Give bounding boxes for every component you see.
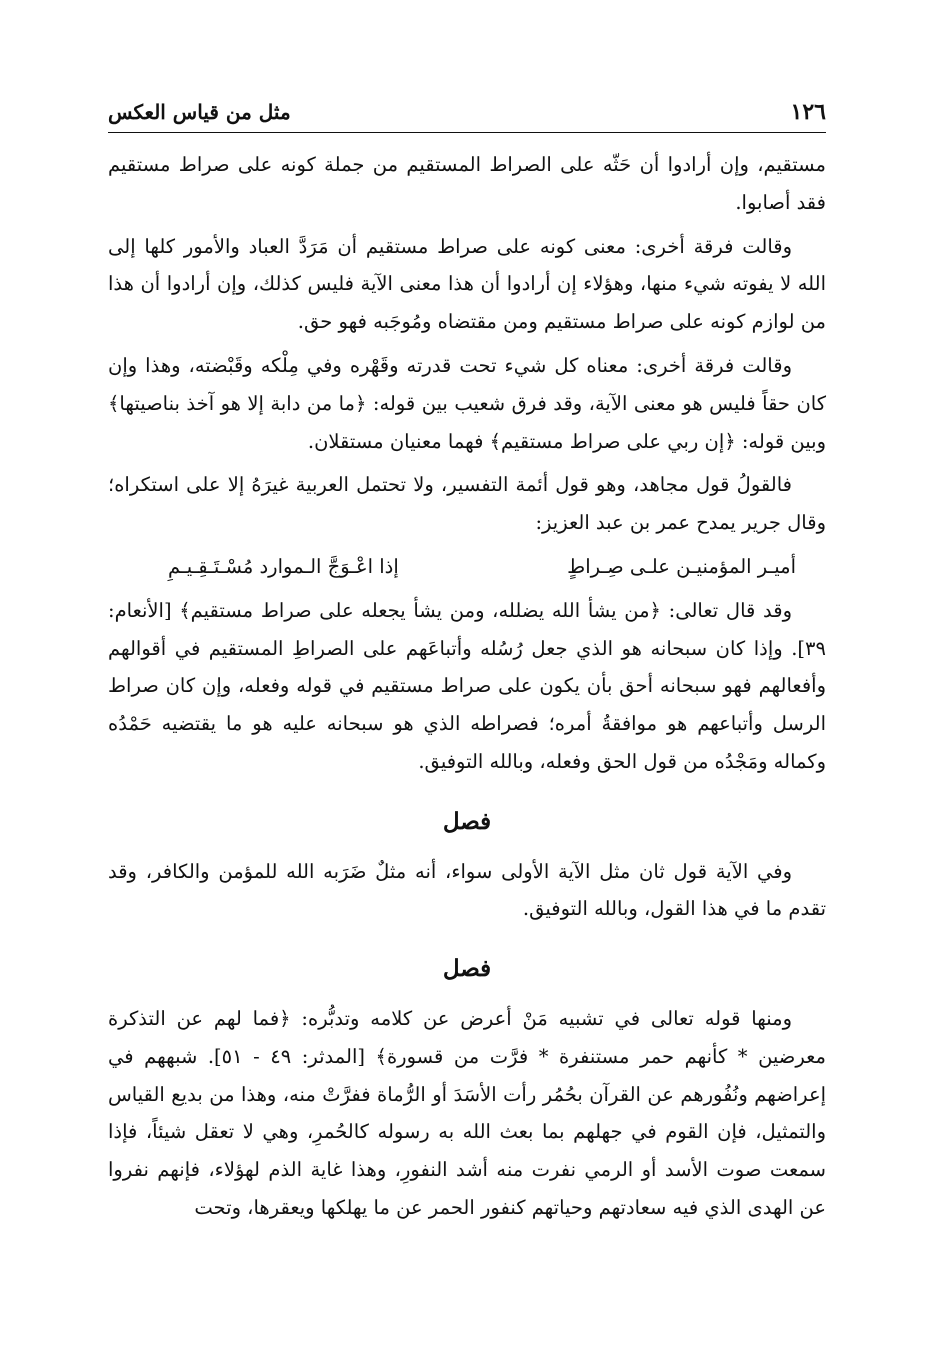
section-heading: فصل: [442, 807, 492, 835]
paragraph: فالقولُ قول مجاهد، وهو قول أئمة التفسير، ولا تحتمل العربية غيرَهُ إلا على استكراه؛ وقال جرير يمدح عمر بن عبد العزيز:: [108, 473, 826, 535]
verse-first-hemistich: أميـر المؤمنيـن علـى صِـراطٍ: [567, 554, 796, 578]
paragraph: ومنها قوله تعالى في تشبيه مَنْ أعرض عن كلامه وتدبُّره: ﴿فما لهم عن التذكرة معرضين * كأنهم حمر مستنفرة * فرَّت من قسورة﴾ [المدثر: ٤٩ - ٥١]. شبههم في إعراضهم ونُفُورهم عن القرآن بحُمُر رأت الأسَدَ أو الرُّماة ففرَّتْ منه، وهذا من بديع القياس والتمثيل، فإن القوم في جهلهم بما بعث الله به رسوله كالحُمرِ، وهي لا تعقل شيئاً، فإذا سمعت صوت الأسد أو الرمي نفرت منه أشد النفورِ، وهذا غاية الذم لهؤلاء، فإنهم نفروا عن الهدى الذي فيه سعادتهم وحياتهم كنفور الحمر عن ما يهلكها ويعقرها، وتحت: [108, 1006, 826, 1219]
poetry-verse: [108, 548, 826, 586]
section-heading: فصل: [442, 955, 492, 983]
paragraph: مستقيم، وإن أرادوا أن حَثّه على الصراط المستقيم من جملة كونه على صراط مستقيم فقد أصابوا.: [108, 153, 826, 214]
page-number: ١٢٦: [790, 99, 826, 125]
page-body: [108, 146, 826, 1233]
paragraph: وقالت فرقة أخرى: معنى كونه على صراط مستقيم أن مَرَدَّ العباد والأمور كلها إلى الله لا يفوته شيء منها، وهؤلاء إن أرادوا أن هذا معنى الآية فليس كذلك، وإن أرادوا أن هذا من لوازم كونه على صراط مستقيم ومن مقتضاه ومُوجَبه فهو حق.: [108, 234, 826, 334]
paragraph: وفي الآية قول ثان مثل الآية الأولى سواء، أنه مثلٌ ضَرَبه الله للمؤمن والكافر، وقد تقدم ما في هذا القول، وبالله التوفيق.: [108, 859, 826, 921]
paragraph: وقالت فرقة أخرى: معناه كل شيء تحت قدرته وقَهْره وفي مِلْكه وقَبْضته، وهذا وإن كان حقاً فليس هو معنى الآية، وقد فرق شعيب بين قوله: ﴿ما من دابة إلا هو آخذ بناصيتها﴾ وبين قوله: ﴿إن ربي على صراط مستقيم﴾ فهما معنيان مستقلان.: [108, 353, 826, 453]
page-header: [108, 96, 826, 133]
paragraph: وقد قال تعالى: ﴿من يشأ الله يضلله، ومن يشأ يجعله على صراط مستقيم﴾ [الأنعام: ٣٩]. وإذا كان سبحانه هو الذي جعل رُسُله وأتباعَهم على الصراطِ المستقيم في أقوالهم وأفعالهم فهو سبحانه أحق بأن يكون على صراط مستقيم في قوله وفعله، وإن كان صراط الرسل وأتباعهم هو موافقةُ أمره؛ فصراطه الذي هو سبحانه عليه هو ما يقتضيه حَمْدُه وكماله ومَجْدُه من قول الحق وفعله، وبالله التوفيق.: [108, 598, 826, 773]
verse-second-hemistich: إذا اعْـوَجَّ الـموارد مُسْـتَـقِـيـمِ: [168, 554, 399, 578]
running-title: مثل من قياس العكس: [108, 100, 291, 124]
